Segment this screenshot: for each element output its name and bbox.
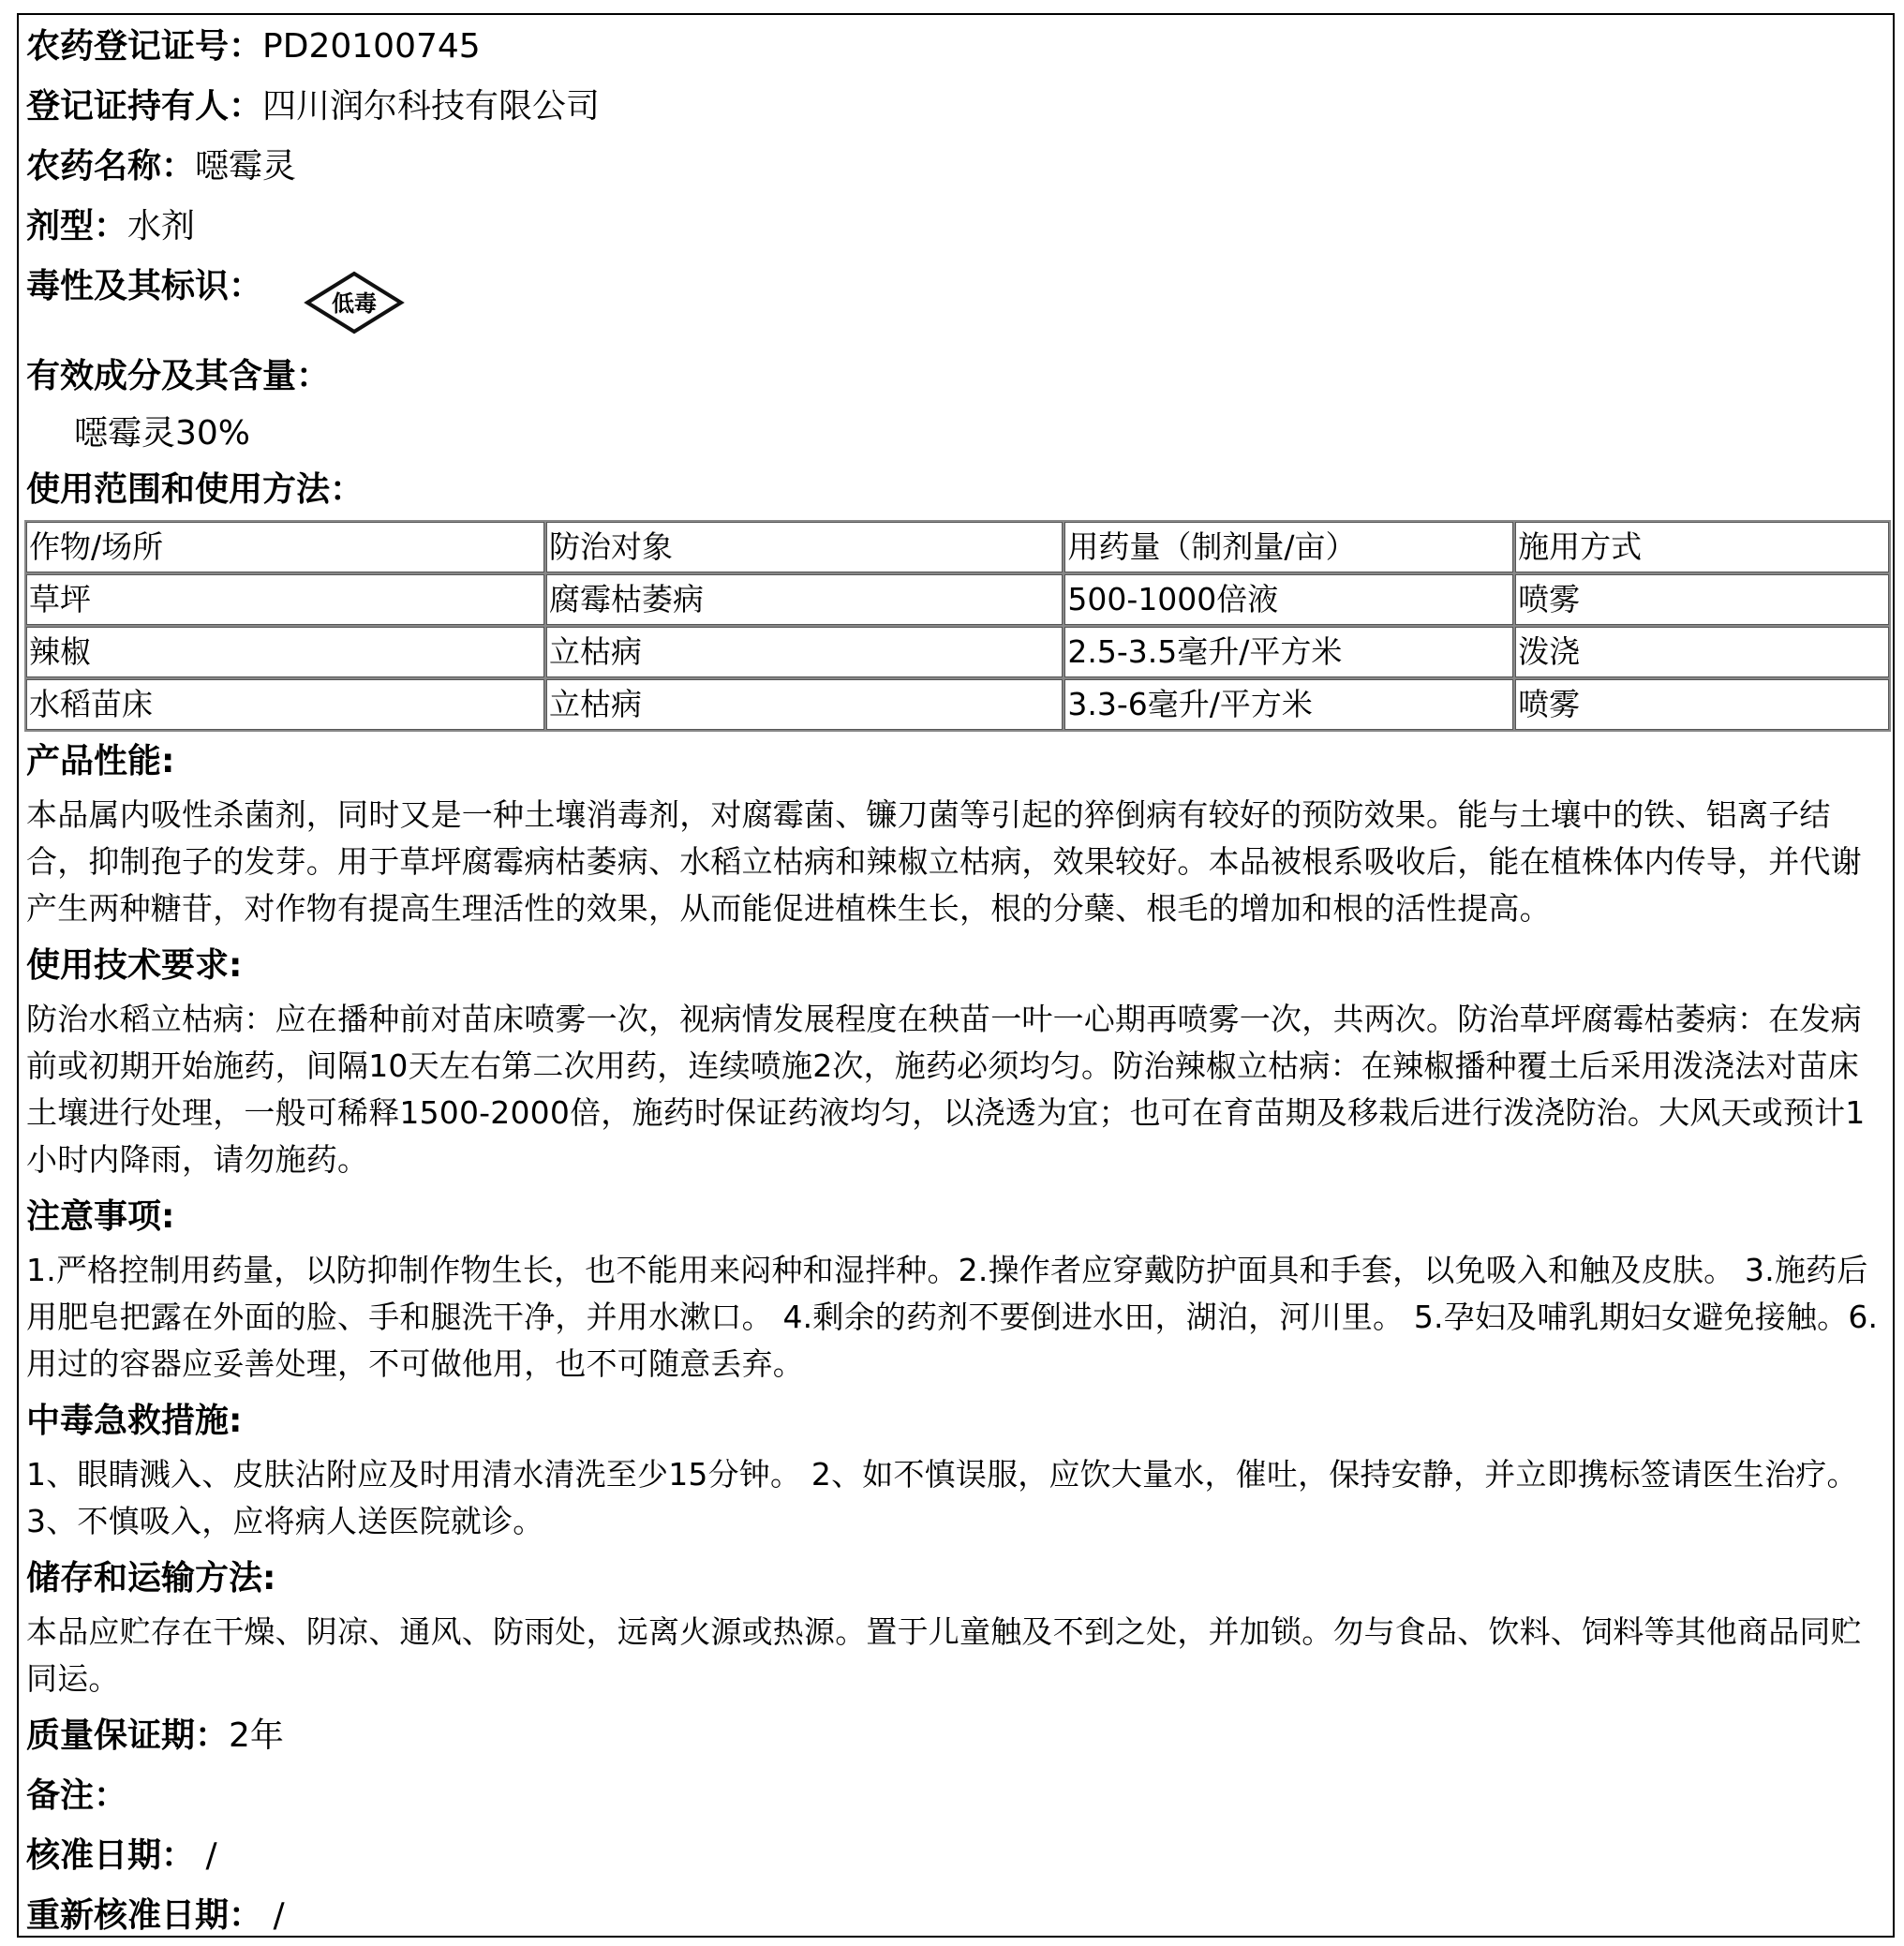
field-row [26, 1826, 1885, 1886]
table-cell: 喷雾 [1515, 679, 1889, 730]
field-row [26, 1886, 1885, 1946]
field-value: / [195, 1836, 217, 1875]
section-heading: 产品性能: [26, 742, 175, 780]
ingredient-value: 噁霉灵30% [74, 414, 251, 453]
table-cell: 施用方式 [1515, 522, 1889, 572]
usage-table [24, 520, 1891, 732]
field-label: 农药名称： [26, 147, 196, 186]
usage-label: 使用范围和使用方法： [26, 470, 364, 509]
section-text: 本品应贮存在干燥、阴凉、通风、防雨处，远离火源或热源。置于儿童触及不到之处，并加锁。勿与食品、饮料、饲料等其他商品同贮同运。 [26, 1613, 1862, 1697]
field-row [26, 137, 1885, 197]
toxicity-icon-text: 低毒 [332, 290, 377, 317]
section-heading: 中毒急救措施: [26, 1402, 243, 1440]
table-cell: 500-1000倍液 [1064, 574, 1513, 625]
field-value: 2年 [229, 1716, 284, 1755]
table-cell: 水稻苗床 [26, 679, 544, 730]
table-cell: 辣椒 [26, 627, 544, 677]
field-value: 噁霉灵 [195, 147, 297, 186]
field-label: 剂型： [26, 207, 128, 245]
table-cell: 立枯病 [546, 627, 1063, 677]
field-row [26, 17, 1885, 77]
table-cell: 作物/场所 [26, 522, 544, 572]
pesticide-registration-document [17, 13, 1895, 1938]
toxicity-row [26, 257, 1885, 347]
field-label: 农药登记证号： [26, 27, 263, 66]
table-cell: 用药量（制剂量/亩） [1064, 522, 1513, 572]
field-label: 重新核准日期： [26, 1896, 263, 1935]
table-cell: 立枯病 [546, 679, 1063, 730]
field-value: / [262, 1896, 285, 1935]
table-cell: 草坪 [26, 574, 544, 625]
section-text: 1.严格控制用药量，以防抑制作物生长，也不能用来闷种和湿拌种。2.操作者应穿戴防护面具和手套，以免吸入和触及皮肤。 3.施药后用肥皂把露在外面的脸、手和腿洗干净，并用水漱口。 4.剩余的药剂不要倒进水田，湖泊，河川里。 5.孕妇及哺乳期妇女避免接触。6.用过的容器应妥善处理，不可做他用，也不可随意丢弃。 [26, 1252, 1879, 1382]
field-label: 登记证持有人： [26, 87, 263, 126]
field-row [26, 77, 1885, 137]
table-row [26, 574, 1889, 625]
section-heading: 注意事项: [26, 1197, 175, 1236]
table-header-row [26, 522, 1889, 572]
section-text: 本品属内吸性杀菌剂，同时又是一种土壤消毒剂，对腐霉菌、镰刀菌等引起的猝倒病有较好的预防效果。能与土壤中的铁、铝离子结合，抑制孢子的发芽。用于草坪腐霉病枯萎病、水稻立枯病和辣椒立枯病，效果较好。本品被根系吸收后，能在植株体内传导，并代谢产生两种糖苷，对作物有提高生理活性的效果，从而能促进植株生长，根的分蘖、根毛的增加和根的活性提高。 [26, 796, 1862, 927]
toxicity-label: 毒性及其标识： [26, 267, 263, 305]
table-cell: 防治对象 [546, 522, 1063, 572]
low-toxicity-diamond-icon [304, 270, 405, 335]
section-heading: 储存和运输方法: [26, 1559, 276, 1597]
table-row [26, 679, 1889, 730]
section-text: 1、眼睛溅入、皮肤沾附应及时用清水清洗至少15分钟。 2、如不慎误服，应饮大量水，催吐，保持安静，并立即携标签请医生治疗。 3、不慎吸入，应将病人送医院就诊。 [26, 1456, 1858, 1539]
field-value: 水剂 [127, 207, 196, 245]
table-cell: 3.3-6毫升/平方米 [1064, 679, 1513, 730]
section-heading: 使用技术要求: [26, 946, 243, 985]
field-value: PD20100745 [262, 27, 481, 66]
table-cell: 2.5-3.5毫升/平方米 [1064, 627, 1513, 677]
field-label: 核准日期： [26, 1836, 196, 1875]
table-row [26, 627, 1889, 677]
table-cell: 腐霉枯萎病 [546, 574, 1063, 625]
field-row [26, 1706, 1885, 1766]
table-cell: 泼浇 [1515, 627, 1889, 677]
field-row [26, 1766, 1885, 1826]
section-text: 防治水稻立枯病：应在播种前对苗床喷雾一次，视病情发展程度在秧苗一叶一心期再喷雾一次，共两次。防治草坪腐霉枯萎病：在发病前或初期开始施药，间隔10天左右第二次用药，连续喷施2次，施药必须均匀。防治辣椒立枯病：在辣椒播种覆土后采用泼浇法对苗床土壤进行处理，一般可稀释1500-2000倍，施药时保证药液均匀，以浇透为宜；也可在育苗期及移栽后进行泼浇防治。大风天或预计1小时内降雨，请勿施药。 [26, 1001, 1866, 1178]
field-row [26, 197, 1885, 257]
table-cell: 喷雾 [1515, 574, 1889, 625]
field-value: 四川润尔科技有限公司 [262, 87, 601, 126]
ingredient-label: 有效成分及其含量： [26, 357, 331, 395]
field-label: 质量保证期： [26, 1716, 230, 1755]
field-label: 备注： [26, 1776, 128, 1815]
